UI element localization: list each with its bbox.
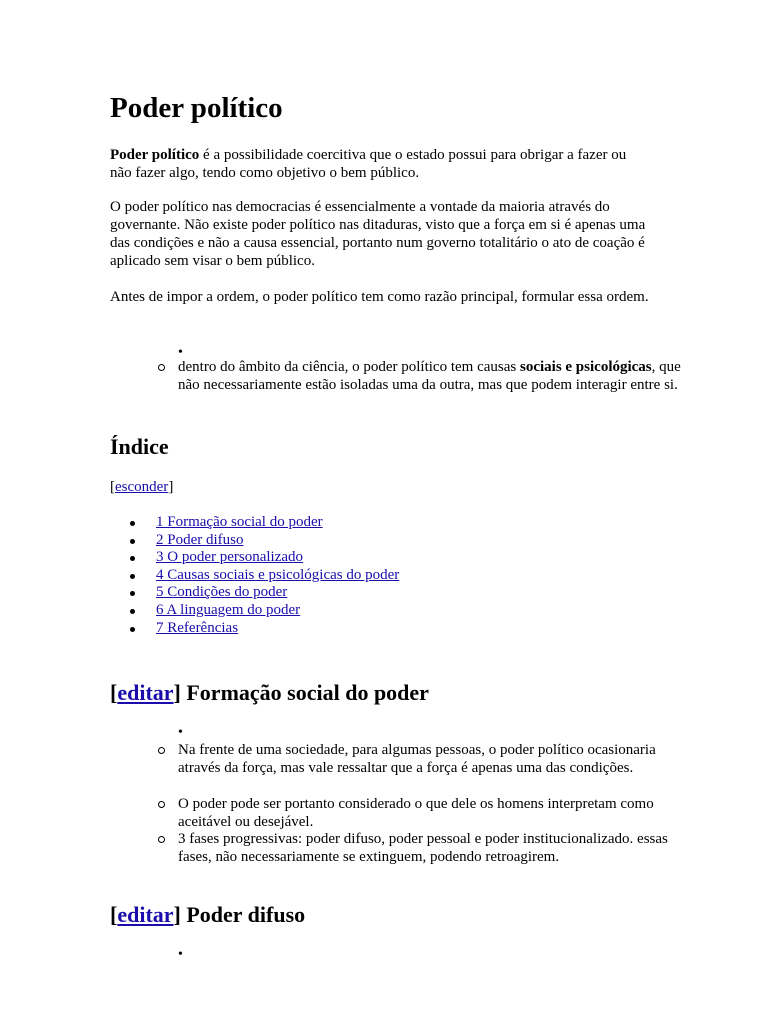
section-heading-formacao: [editar] Formação social do poder: [110, 680, 429, 705]
toc-link-formacao[interactable]: 1 Formação social do poder: [156, 514, 323, 530]
list-item-text: 3 fases progressivas: poder difuso, poder pessoal e poder institucionalizado. essas fases, não necessariamente se extinguem, podendo retroagirem.: [178, 831, 668, 865]
toc-item: [130, 620, 399, 638]
list-item: [178, 795, 698, 831]
toc-link-personalizado[interactable]: 3 O poder personalizado: [156, 549, 304, 566]
empty-bullet: •: [178, 725, 183, 740]
list-item: [178, 830, 698, 866]
list-item-text: dentro do âmbito da ciência, o poder político tem causas sociais e psicológicas, que não necessariamente estão isoladas uma da outra, mas que podem interagir entre si.: [178, 359, 681, 393]
bullet-icon: [130, 609, 135, 614]
circle-bullet-icon: [158, 801, 165, 808]
bullet-icon: [130, 574, 135, 579]
paragraph-democracy: O poder político nas democracias é essencialmente a vontade da maioria através do governante. Não existe poder político nas ditaduras, visto que a força em si é apenas uma das condições e não a causa essencial, portanto num governo totalitário o ato de coação é aplicado sem visar o bem público.: [110, 199, 646, 269]
toc-link-difuso[interactable]: 2 Poder difuso: [156, 531, 244, 548]
toc-link-condicoes[interactable]: 5 Condições do poder: [156, 584, 288, 601]
section-heading-difuso: [editar] Poder difuso: [110, 902, 306, 927]
bullet-icon: [130, 591, 135, 596]
toc-link-causas[interactable]: 4 Causas sociais e psicológicas do poder: [156, 566, 400, 583]
page-title: Poder político: [110, 92, 283, 124]
circle-bullet-icon: [158, 836, 165, 843]
bullet-icon: [130, 627, 135, 632]
toc-item: [130, 514, 399, 532]
paragraph-order: Antes de impor a ordem, o poder político tem como razão principal, formular essa ordem.: [110, 289, 649, 305]
list-item-text: O poder pode ser portanto considerado o que dele os homens interpretam como aceitável ou desejável.: [178, 796, 654, 830]
toc-link-linguagem[interactable]: 6 A linguagem do poder: [156, 601, 301, 618]
intro-text: é a possibilidade coercitiva que o estado possui para obrigar a fazer ou não fazer algo, tendo como objetivo o bem público.: [110, 147, 627, 181]
bullet-icon: [130, 539, 135, 544]
bullet-icon: [130, 556, 135, 561]
empty-bullet: •: [178, 947, 183, 962]
toc-hide-toggle: [esconder]: [110, 479, 174, 495]
edit-link-formacao[interactable]: editar: [117, 680, 174, 705]
list-item-text: Na frente de uma sociedade, para algumas pessoas, o poder político ocasionaria através da força, mas vale ressaltar que a força é apenas uma das condições.: [178, 742, 656, 776]
intro-bold-term: Poder político: [110, 147, 200, 163]
toc-hide-link[interactable]: esconder: [115, 479, 169, 495]
bullet-icon: [130, 521, 135, 526]
empty-bullet: •: [178, 345, 183, 360]
toc-item: [130, 584, 399, 602]
list-item: [178, 741, 698, 777]
circle-bullet-icon: [158, 364, 165, 371]
intro-paragraph: [110, 146, 650, 182]
circle-bullet-icon: [158, 747, 165, 754]
toc-item: [130, 567, 399, 585]
toc-item: [130, 549, 399, 567]
toc-link-referencias[interactable]: 7 Referências: [156, 619, 239, 636]
toc-list: [130, 514, 399, 637]
edit-link-difuso[interactable]: editar: [117, 902, 174, 927]
toc-heading: Índice: [110, 434, 169, 459]
list-item: [178, 358, 698, 394]
toc-item: [130, 602, 399, 620]
toc-item: [130, 532, 399, 550]
